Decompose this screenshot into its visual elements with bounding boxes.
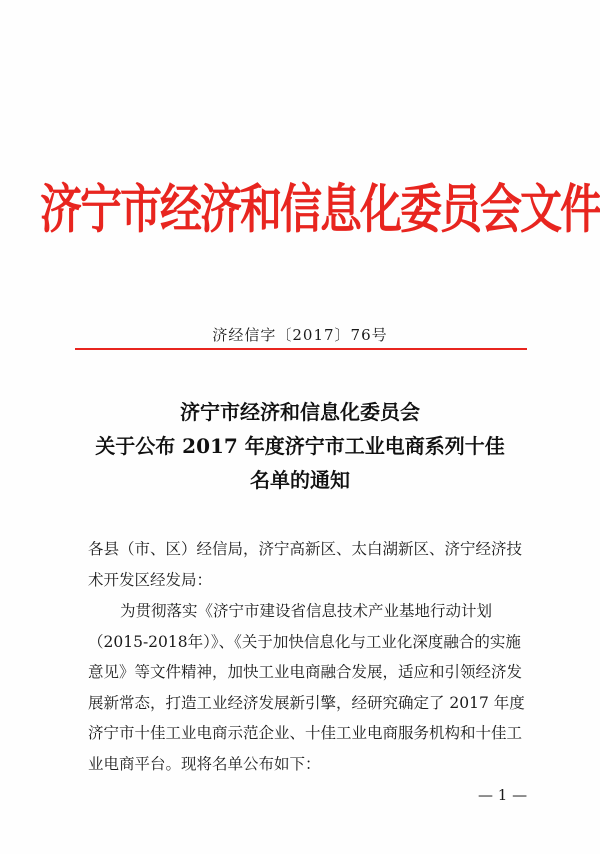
- issuer-header-title: 济宁市经济和信息化委员会文件: [40, 178, 600, 240]
- notice-title-line-2: 关于公布 2017 年度济宁市工业电商系列十佳: [95, 434, 505, 458]
- paragraph-line-5: 济宁市十佳工业电商示范企业、十佳工业电商服务机构和十佳工: [88, 724, 523, 742]
- red-divider-line: [75, 348, 527, 350]
- paragraph-line-4: 展新常态，打造工业经济发展新引擎，经研究确定了 2017 年度: [88, 693, 525, 712]
- notice-title-line-3: 名单的通知: [250, 468, 350, 492]
- paragraph-line-1: 为贯彻落实《济宁市建设省信息技术产业基地行动计划: [120, 602, 493, 620]
- body-paragraph: [88, 596, 525, 779]
- notice-title: [0, 395, 600, 497]
- addressee-line-1: 各县（市、区）经信局，济宁高新区、太白湖新区、济宁经济技: [88, 540, 523, 558]
- paragraph-line-2: （2015-2018年）》、《关于加快信息化与工业化深度融合的实施: [88, 632, 521, 651]
- addressee-line-2: 术开发区经发局：: [88, 571, 213, 589]
- paragraph-line-6: 业电商平台。现将名单公布如下：: [88, 754, 321, 773]
- addressee: [88, 534, 523, 596]
- notice-title-line-1: 济宁市经济和信息化委员会: [180, 400, 420, 424]
- paragraph-line-3: 意见》等文件精神，加快工业电商融合发展，适应和引领经济发: [88, 663, 523, 681]
- page-number: — 1 —: [478, 786, 528, 804]
- document-number: 济经信字〔2017〕76号: [212, 326, 388, 344]
